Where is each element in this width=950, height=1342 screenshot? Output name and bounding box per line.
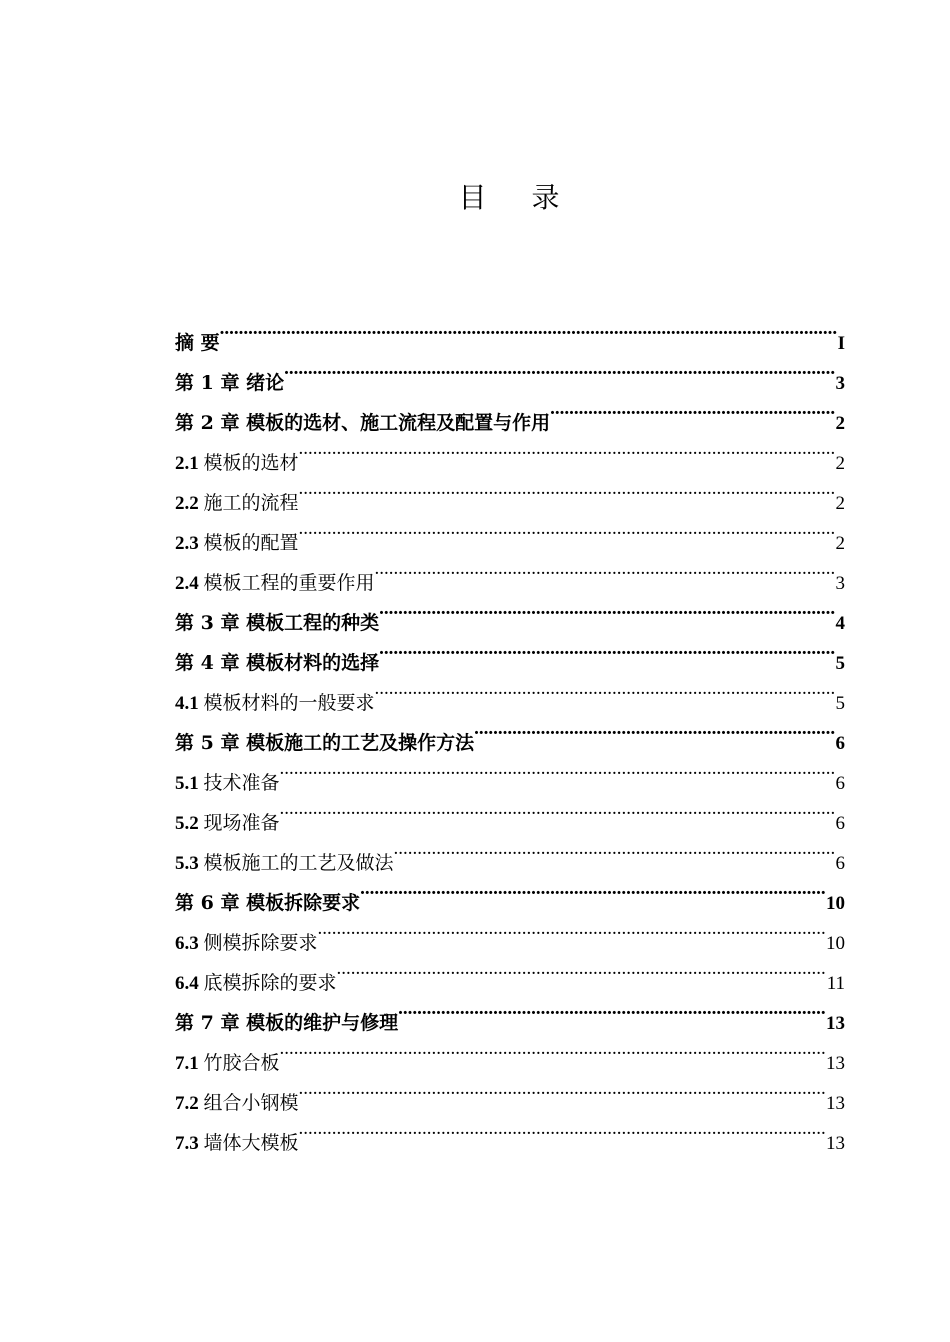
toc-entry-page-number: 6 <box>835 813 845 834</box>
toc-leader-dots <box>280 749 836 789</box>
toc-entry-label: 第 5 章 模板施工的工艺及操作方法 <box>175 732 475 754</box>
toc-entry-label: 第 4 章 模板材料的选择 <box>175 652 380 674</box>
toc-section-number: 4.1 <box>175 693 204 714</box>
toc-section-title: 施工的流程 <box>203 492 299 514</box>
toc-entry-page-number: 6 <box>835 773 845 794</box>
toc-leader-dots <box>280 1029 826 1069</box>
toc-entry-page-number: 6 <box>835 853 845 874</box>
toc-chapter-entry[interactable] <box>175 349 845 394</box>
toc-section-number: 6.3 <box>175 933 204 954</box>
toc-leader-dots <box>318 909 826 949</box>
toc-entry-page-number: 13 <box>826 1013 845 1034</box>
toc-entry-page-number: 2 <box>835 533 845 554</box>
toc-section-title: 竹胶合板 <box>203 1052 280 1074</box>
toc-leader-dots <box>299 1069 826 1109</box>
toc-section-title: 技术准备 <box>203 772 280 794</box>
toc-leader-dots <box>474 709 835 749</box>
toc-section-number: 7.2 <box>175 1093 204 1114</box>
toc-entry-label <box>175 563 375 604</box>
toc-section-number: 2.4 <box>175 573 204 594</box>
toc-leader-dots <box>379 629 835 669</box>
toc-entry-label <box>175 1043 280 1084</box>
toc-entry-page-number: 6 <box>835 733 845 754</box>
table-of-contents <box>175 309 845 1154</box>
toc-section-number: 2.3 <box>175 533 204 554</box>
toc-entry-page-number: 3 <box>835 373 845 394</box>
toc-entry-page-number: 2 <box>835 453 845 474</box>
toc-section-number: 6.4 <box>175 973 204 994</box>
toc-entry-page-number: 5 <box>835 693 845 714</box>
toc-leader-dots <box>337 949 827 989</box>
page-title: 目 录 <box>458 181 578 214</box>
toc-entry-page-number: 13 <box>826 1093 845 1114</box>
toc-chapter-entry[interactable] <box>175 309 845 354</box>
toc-entry-label <box>175 1123 299 1164</box>
toc-leader-dots <box>299 1109 826 1149</box>
toc-leader-dots <box>220 309 838 349</box>
toc-entry-page-number: 13 <box>826 1133 845 1154</box>
toc-leader-dots <box>375 669 836 709</box>
toc-entry-label: 摘 要 <box>175 332 220 354</box>
toc-entry-page-number: 2 <box>835 493 845 514</box>
toc-entry-label <box>175 1083 299 1124</box>
toc-section-title: 侧模拆除要求 <box>203 932 318 954</box>
toc-section-title: 现场准备 <box>203 812 280 834</box>
toc-section-number: 2.2 <box>175 493 204 514</box>
toc-entry-page-number: 5 <box>835 653 845 674</box>
toc-section-number: 7.3 <box>175 1133 204 1154</box>
toc-section-title: 模板材料的一般要求 <box>203 692 375 714</box>
toc-entry-page-number: 3 <box>835 573 845 594</box>
toc-entry-label <box>175 963 337 1004</box>
toc-entry-page-number: 13 <box>826 1053 845 1074</box>
toc-entry-label: 第 6 章 模板拆除要求 <box>175 892 361 914</box>
toc-entry-label <box>175 763 280 804</box>
toc-entry-page-number: 10 <box>826 893 845 914</box>
toc-section-number: 2.1 <box>175 453 204 474</box>
toc-leader-dots <box>550 389 835 429</box>
toc-section-title: 模板的选材 <box>203 452 299 474</box>
toc-section-number: 5.3 <box>175 853 204 874</box>
toc-entry-label <box>175 523 299 564</box>
toc-leader-dots <box>379 589 835 629</box>
toc-leader-dots <box>398 989 826 1029</box>
toc-leader-dots <box>299 509 836 549</box>
toc-entry-label <box>175 803 280 844</box>
toc-section-title: 组合小钢模 <box>203 1092 299 1114</box>
toc-leader-dots <box>375 549 836 589</box>
toc-entry-label <box>175 683 375 724</box>
toc-section-title: 模板工程的重要作用 <box>203 572 375 594</box>
toc-leader-dots <box>284 349 835 389</box>
toc-leader-dots <box>299 469 836 509</box>
toc-entry-label: 第 1 章 绪论 <box>175 372 285 394</box>
toc-entry-label <box>175 443 299 484</box>
toc-section-number: 5.1 <box>175 773 204 794</box>
toc-section-title: 墙体大模板 <box>203 1132 299 1154</box>
toc-entry-page-number: 11 <box>826 973 845 994</box>
toc-entry-page-number: 2 <box>835 413 845 434</box>
toc-entry-page-number: I <box>837 333 845 354</box>
toc-leader-dots <box>360 869 826 909</box>
toc-entry-label: 第 3 章 模板工程的种类 <box>175 612 380 634</box>
toc-entry-page-number: 4 <box>835 613 845 634</box>
toc-entry-label: 第 7 章 模板的维护与修理 <box>175 1012 399 1034</box>
toc-entry-label: 第 2 章 模板的选材、施工流程及配置与作用 <box>175 412 551 434</box>
toc-leader-dots <box>299 429 836 469</box>
toc-section-title: 底模拆除的要求 <box>203 972 337 994</box>
toc-section-number: 5.2 <box>175 813 204 834</box>
toc-section-title: 模板施工的工艺及做法 <box>203 852 394 874</box>
toc-leader-dots <box>394 829 836 869</box>
toc-leader-dots <box>280 789 836 829</box>
toc-section-number: 7.1 <box>175 1053 204 1074</box>
toc-entry-page-number: 10 <box>826 933 845 954</box>
toc-entry-label <box>175 483 299 524</box>
toc-section-title: 模板的配置 <box>203 532 299 554</box>
toc-entry-label <box>175 923 318 964</box>
